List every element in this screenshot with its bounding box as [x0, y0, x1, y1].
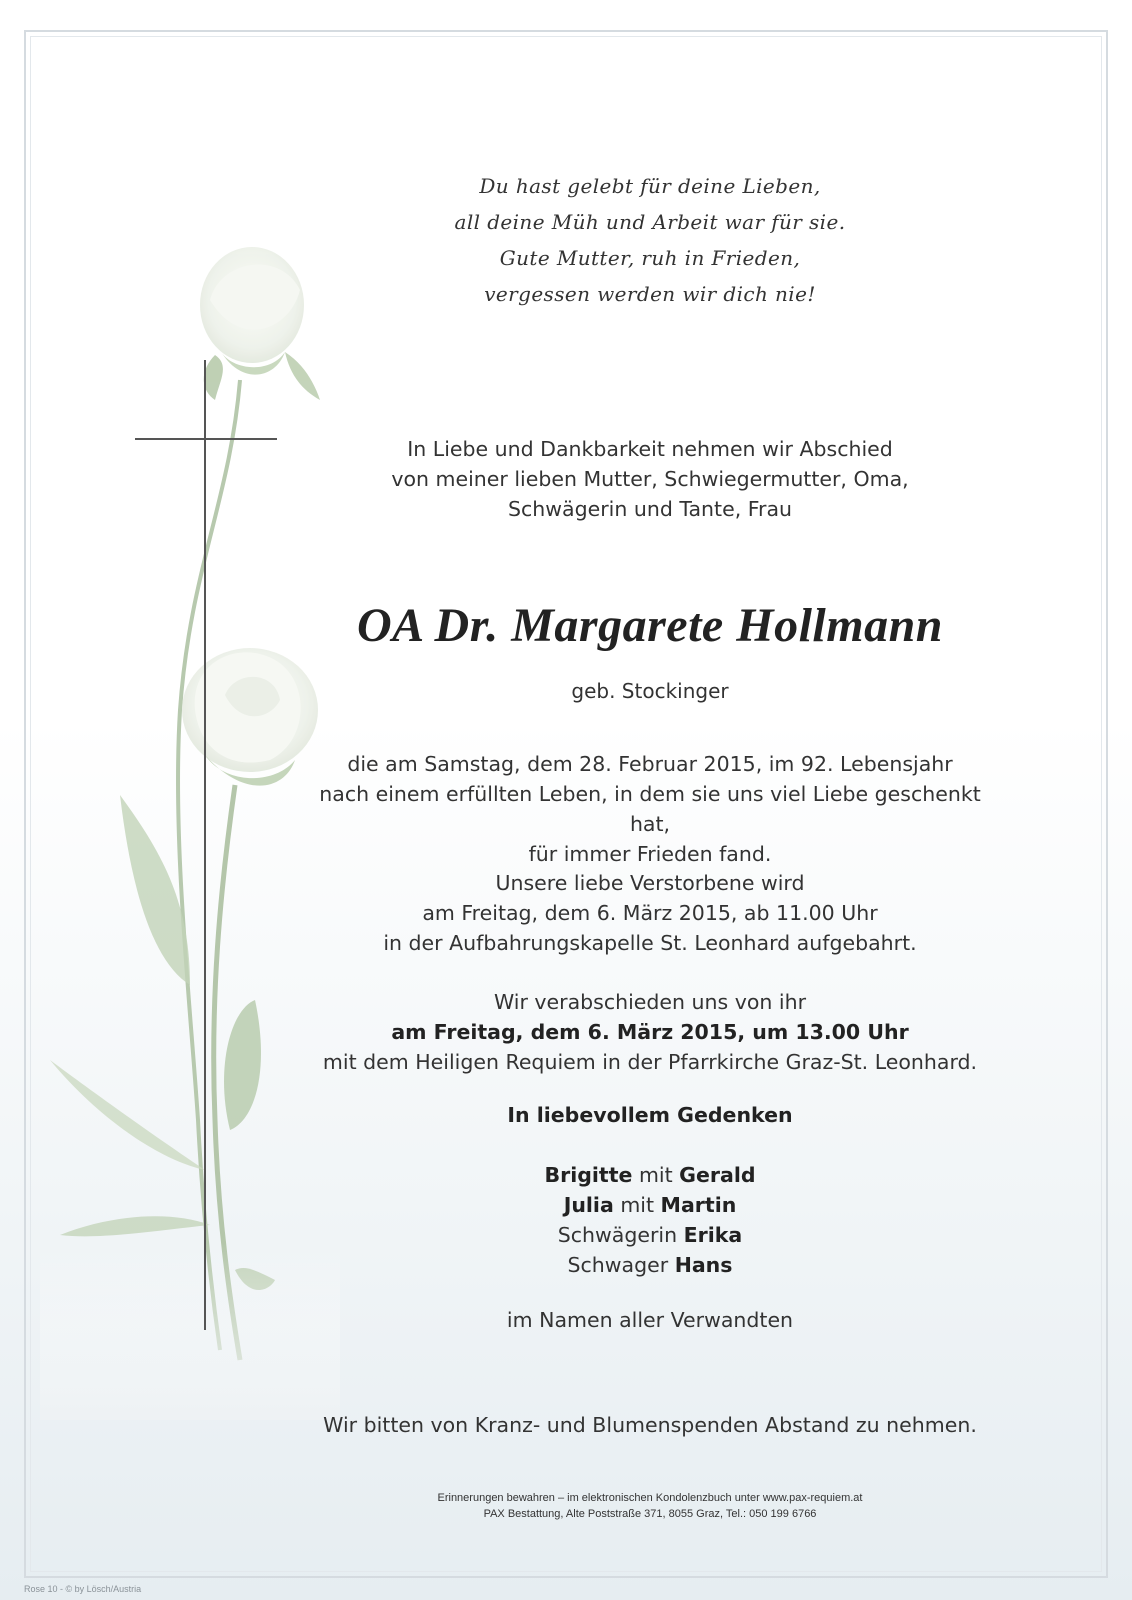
death-line: die am Samstag, dem 28. Februar 2015, im 92. Lebensjahr	[347, 752, 953, 776]
death-line: nach einem erfüllten Leben, in dem sie uns viel Liebe geschenkt hat,	[319, 782, 981, 836]
funeral-home-address: PAX Bestattung, Alte Poststraße 371, 8055 Graz, Tel.: 050 199 6766	[483, 1508, 817, 1520]
maiden-name: geb. Stockinger	[571, 679, 729, 703]
farewell-intro	[300, 434, 1000, 524]
mourner-entry	[300, 1190, 1000, 1220]
mourner-joiner: mit	[613, 1193, 661, 1217]
mourner-entry	[300, 1250, 1000, 1280]
mourner-entry	[300, 1160, 1000, 1190]
in-memory-heading: In liebevollem Gedenken	[507, 1103, 793, 1127]
service-line: Wir verabschieden uns von ihr	[493, 990, 807, 1014]
intro-line: In Liebe und Dankbarkeit nehmen wir Abschied	[407, 437, 893, 461]
mourners-list	[300, 1160, 1000, 1280]
poem-line: Gute Mutter, ruh in Frieden,	[499, 246, 801, 270]
viewing-line: in der Aufbahrungskapelle St. Leonhard aufgebahrt.	[383, 931, 917, 955]
relatives-note: im Namen aller Verwandten	[506, 1308, 794, 1332]
image-credit: Rose 10 - © by Lösch/Austria	[24, 1584, 142, 1594]
intro-line: von meiner lieben Mutter, Schwiegermutter, Oma,	[391, 467, 909, 491]
service-date: am Freitag, dem 6. März 2015, um 13.00 Uhr	[391, 1020, 909, 1044]
poem-line: all deine Müh und Arbeit war für sie.	[454, 210, 846, 234]
viewing-notice	[300, 868, 1000, 958]
white-roses-illustration	[40, 240, 340, 1420]
funeral-service-notice	[300, 987, 1000, 1077]
condolence-book-line: Erinnerungen bewahren – im elektronischen Kondolenzbuch unter www.pax-requiem.at	[437, 1492, 863, 1504]
viewing-line: Unsere liebe Verstorbene wird	[495, 871, 805, 895]
mourner-name: Gerald	[679, 1163, 756, 1187]
poem-line: vergessen werden wir dich nie!	[484, 282, 816, 306]
mourner-name: Erika	[683, 1223, 743, 1247]
mourner-name: Brigitte	[544, 1163, 633, 1187]
footer-info	[300, 1490, 1000, 1522]
mourner-name: Julia	[563, 1193, 614, 1217]
poem-line: Du hast gelebt für deine Lieben,	[479, 174, 821, 198]
intro-line: Schwägerin und Tante, Frau	[507, 497, 793, 521]
cross-horizontal-bar	[135, 438, 277, 440]
mourner-entry	[300, 1220, 1000, 1250]
mourner-name: Hans	[674, 1253, 733, 1277]
mourner-name: Martin	[660, 1193, 737, 1217]
mourner-relation: Schwager	[567, 1253, 675, 1277]
death-notice	[300, 749, 1000, 869]
service-location: mit dem Heiligen Requiem in der Pfarrkirche Graz-St. Leonhard.	[322, 1050, 978, 1074]
death-line: für immer Frieden fand.	[528, 842, 772, 866]
cross-vertical-bar	[204, 360, 206, 1330]
deceased-name: OA Dr. Margarete Hollmann	[357, 599, 943, 652]
mourner-relation: Schwägerin	[557, 1223, 684, 1247]
donation-request: Wir bitten von Kranz- und Blumenspenden Abstand zu nehmen.	[323, 1413, 977, 1437]
memorial-poem	[300, 168, 1000, 312]
mourner-joiner: mit	[632, 1163, 680, 1187]
viewing-line: am Freitag, dem 6. März 2015, ab 11.00 Uhr	[422, 901, 878, 925]
